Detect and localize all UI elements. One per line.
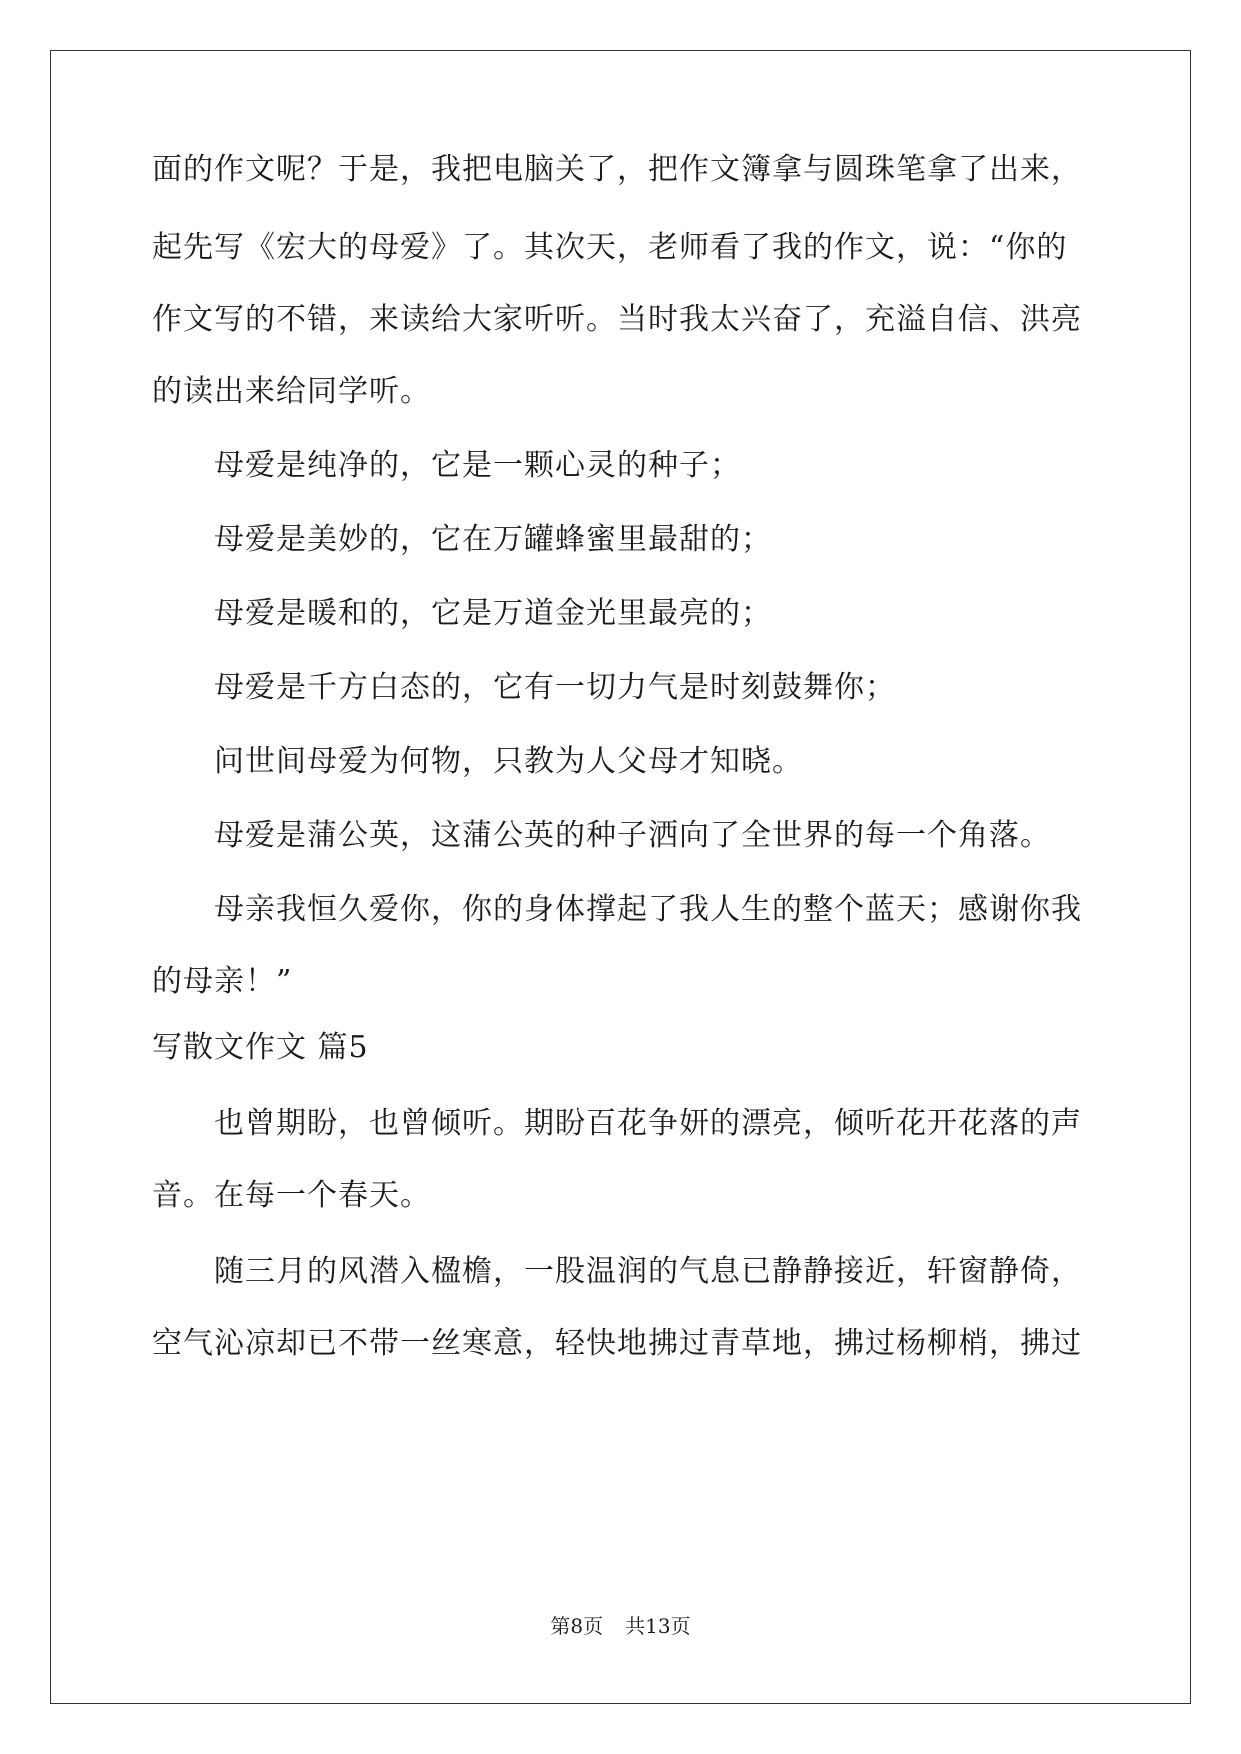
- paragraph-line: 作文写的不错，来读给大家听听。当时我太兴奋了，充溢自信、洪亮: [152, 302, 1082, 337]
- paragraph-line: 母爱是蒲公英，这蒲公英的种子洒向了全世界的每一个角落。: [214, 818, 1051, 853]
- paragraph-line: 面的作文呢？于是，我把电脑关了，把作文簿拿与圆珠笔拿了出来，: [152, 152, 1082, 187]
- paragraph-line: 随三月的风潜入楹檐，一股温润的气息已静静接近，轩窗静倚，: [214, 1254, 1082, 1289]
- paragraph-line: 母爱是千方白态的，它有一切力气是时刻鼓舞你；: [214, 670, 896, 705]
- paragraph-line: 母爱是纯净的，它是一颗心灵的种子；: [214, 448, 741, 483]
- paragraph-line: 也曾期盼，也曾倾听。期盼百花争妍的漂亮，倾听花开花落的声: [214, 1106, 1082, 1141]
- paragraph-line: 的母亲！”: [152, 964, 293, 999]
- paragraph-line: 母爱是暖和的，它是万道金光里最亮的；: [214, 596, 772, 631]
- paragraph-line: 母亲我恒久爱你，你的身体撑起了我人生的整个蓝天；感谢你我: [214, 892, 1082, 927]
- section-heading: 写散文作文 篇5: [152, 1030, 369, 1065]
- page-footer: [0, 1614, 1241, 1638]
- paragraph-line: 起先写《宏大的母爱》了。其次天，老师看了我的作文，说：“你的: [152, 230, 1068, 265]
- page-number: 第8页: [550, 1614, 604, 1638]
- paragraph-line: 空气沁凉却已不带一丝寒意，轻快地拂过青草地，拂过杨柳梢，拂过: [152, 1326, 1082, 1361]
- paragraph-line: 问世间母爱为何物，只教为人父母才知晓。: [214, 744, 803, 779]
- paragraph-line: 母爱是美妙的，它在万罐蜂蜜里最甜的；: [214, 522, 772, 557]
- page-total: 共13页: [625, 1614, 691, 1638]
- paragraph-line: 音。在每一个春天。: [152, 1178, 431, 1213]
- page-border: [50, 50, 1191, 1704]
- paragraph-line: 的读出来给同学听。: [152, 374, 431, 409]
